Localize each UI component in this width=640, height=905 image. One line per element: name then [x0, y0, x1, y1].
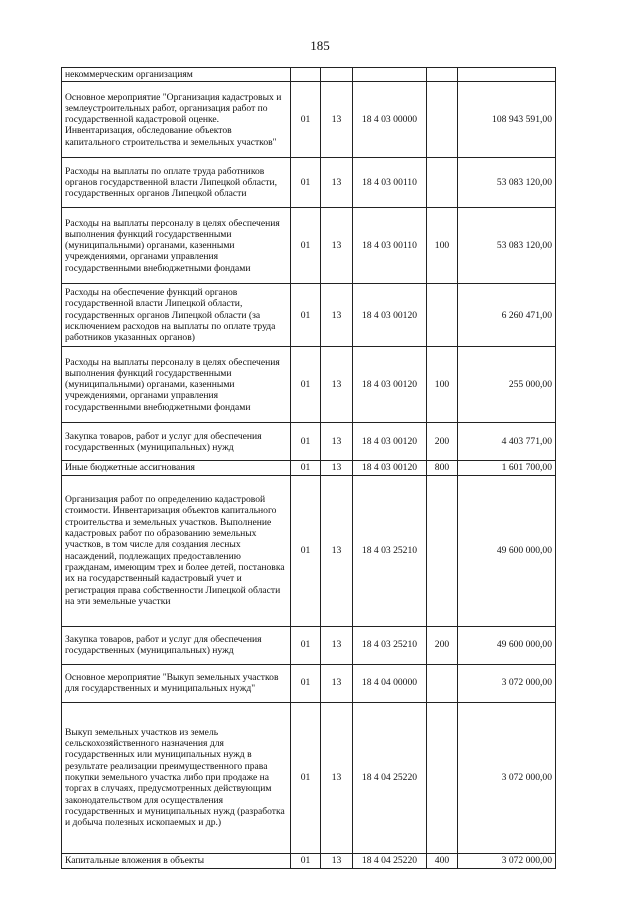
ministry-code-cell: 01: [291, 702, 321, 853]
ministry-code-cell: 01: [291, 423, 321, 461]
page-number: 185: [310, 38, 330, 53]
table-row: [62, 461, 556, 475]
section-code-cell: 13: [321, 423, 353, 461]
table-row: [62, 284, 556, 347]
expense-name-cell: Расходы на выплаты персоналу в целях обеспечения выполнения функций государственными (муниципальными) органами, казенными учреждениями, органами управления государственными внебюджетными фондами: [62, 347, 291, 423]
expense-type-cell: [427, 82, 458, 158]
ministry-code-cell: 01: [291, 664, 321, 702]
section-code-cell: 13: [321, 702, 353, 853]
target-article-cell: 18 4 04 25220: [353, 853, 427, 868]
budget-table-body: [62, 68, 556, 869]
expense-name-cell: Расходы на выплаты по оплате труда работников органов государственной власти Липецкой области, государственных органов Липецкой области: [62, 158, 291, 208]
expense-type-cell: [427, 702, 458, 853]
section-code-cell: 13: [321, 461, 353, 475]
section-code-cell: 13: [321, 208, 353, 284]
expense-type-cell: 200: [427, 423, 458, 461]
table-row: [62, 82, 556, 158]
amount-cell: 1 601 700,00: [458, 461, 556, 475]
expense-name-cell: Организация работ по определению кадастровой стоимости. Инвентаризация объектов капитального строительства и земельных участков. Выполнение кадастровых работ по образованию земельных участков, в том числе для создания лесных насаждений, подлежащих предоставлению гражданам, имеющим трех и более детей, постановка их на государственный кадастровый учет и регистрация права собственности Липецкой области на эти земельные участки: [62, 475, 291, 626]
section-code-cell: 13: [321, 284, 353, 347]
target-article-cell: 18 4 03 00120: [353, 461, 427, 475]
section-code-cell: 13: [321, 82, 353, 158]
section-code-cell: [321, 68, 353, 82]
target-article-cell: 18 4 04 00000: [353, 664, 427, 702]
target-article-cell: 18 4 03 00110: [353, 208, 427, 284]
ministry-code-cell: [291, 68, 321, 82]
ministry-code-cell: 01: [291, 626, 321, 664]
amount-cell: 3 072 000,00: [458, 853, 556, 868]
ministry-code-cell: 01: [291, 475, 321, 626]
expense-name-cell: некоммерческим организациям: [62, 68, 291, 82]
section-code-cell: 13: [321, 158, 353, 208]
amount-cell: 3 072 000,00: [458, 664, 556, 702]
ministry-code-cell: 01: [291, 82, 321, 158]
table-row: [62, 158, 556, 208]
table-row: [62, 853, 556, 868]
amount-cell: 4 403 771,00: [458, 423, 556, 461]
ministry-code-cell: 01: [291, 461, 321, 475]
expense-type-cell: 100: [427, 208, 458, 284]
expense-name-cell: Закупка товаров, работ и услуг для обеспечения государственных (муниципальных) нужд: [62, 423, 291, 461]
ministry-code-cell: 01: [291, 158, 321, 208]
section-code-cell: 13: [321, 347, 353, 423]
amount-cell: 49 600 000,00: [458, 626, 556, 664]
table-row: [62, 475, 556, 626]
table-row: [62, 423, 556, 461]
target-article-cell: [353, 68, 427, 82]
table-row: [62, 208, 556, 284]
ministry-code-cell: 01: [291, 347, 321, 423]
expense-name-cell: Расходы на обеспечение функций органов государственной власти Липецкой области, государственных органов Липецкой области (за исключением расходов на выплаты по оплате труда работников указанных органов): [62, 284, 291, 347]
expense-name-cell: Выкуп земельных участков из земель сельскохозяйственного назначения для государственных или муниципальных нужд в результате реализации преимущественного права покупки земельного участка либо при продаже на торгах в случаях, предусмотренных действующим законодательством для осуществления государственных и муниципальных нужд (разработка и добыча полезных ископаемых и др.): [62, 702, 291, 853]
amount-cell: 108 943 591,00: [458, 82, 556, 158]
target-article-cell: 18 4 04 25220: [353, 702, 427, 853]
amount-cell: [458, 68, 556, 82]
section-code-cell: 13: [321, 853, 353, 868]
section-code-cell: 13: [321, 664, 353, 702]
expense-type-cell: 800: [427, 461, 458, 475]
expense-name-cell: Основное мероприятие "Выкуп земельных участков для государственных и муниципальных нужд": [62, 664, 291, 702]
target-article-cell: 18 4 03 00120: [353, 423, 427, 461]
table-row: [62, 664, 556, 702]
target-article-cell: 18 4 03 00120: [353, 284, 427, 347]
section-code-cell: 13: [321, 475, 353, 626]
expense-type-cell: [427, 68, 458, 82]
expense-type-cell: [427, 284, 458, 347]
amount-cell: 53 083 120,00: [458, 158, 556, 208]
table-row: [62, 347, 556, 423]
table-row: [62, 68, 556, 82]
amount-cell: 49 600 000,00: [458, 475, 556, 626]
ministry-code-cell: 01: [291, 208, 321, 284]
expense-type-cell: [427, 475, 458, 626]
budget-table: [61, 67, 556, 869]
expense-type-cell: [427, 158, 458, 208]
expense-type-cell: [427, 664, 458, 702]
amount-cell: 53 083 120,00: [458, 208, 556, 284]
target-article-cell: 18 4 03 25210: [353, 626, 427, 664]
target-article-cell: 18 4 03 00000: [353, 82, 427, 158]
target-article-cell: 18 4 03 00120: [353, 347, 427, 423]
ministry-code-cell: 01: [291, 284, 321, 347]
expense-name-cell: Иные бюджетные ассигнования: [62, 461, 291, 475]
expense-type-cell: 200: [427, 626, 458, 664]
table-row: [62, 626, 556, 664]
expense-name-cell: Капитальные вложения в объекты: [62, 853, 291, 868]
expense-name-cell: Основное мероприятие "Организация кадастровых и землеустроительных работ, организация работ по государственной кадастровой оценке. Инвентаризация, обследование объектов капитального строительства и земельных участков": [62, 82, 291, 158]
expense-name-cell: Закупка товаров, работ и услуг для обеспечения государственных (муниципальных) нужд: [62, 626, 291, 664]
expense-type-cell: 100: [427, 347, 458, 423]
target-article-cell: 18 4 03 00110: [353, 158, 427, 208]
amount-cell: 255 000,00: [458, 347, 556, 423]
target-article-cell: 18 4 03 25210: [353, 475, 427, 626]
expense-type-cell: 400: [427, 853, 458, 868]
table-row: [62, 702, 556, 853]
ministry-code-cell: 01: [291, 853, 321, 868]
amount-cell: 6 260 471,00: [458, 284, 556, 347]
section-code-cell: 13: [321, 626, 353, 664]
expense-name-cell: Расходы на выплаты персоналу в целях обеспечения выполнения функций государственными (муниципальными) органами, казенными учреждениями, органами управления государственными внебюджетными фондами: [62, 208, 291, 284]
amount-cell: 3 072 000,00: [458, 702, 556, 853]
